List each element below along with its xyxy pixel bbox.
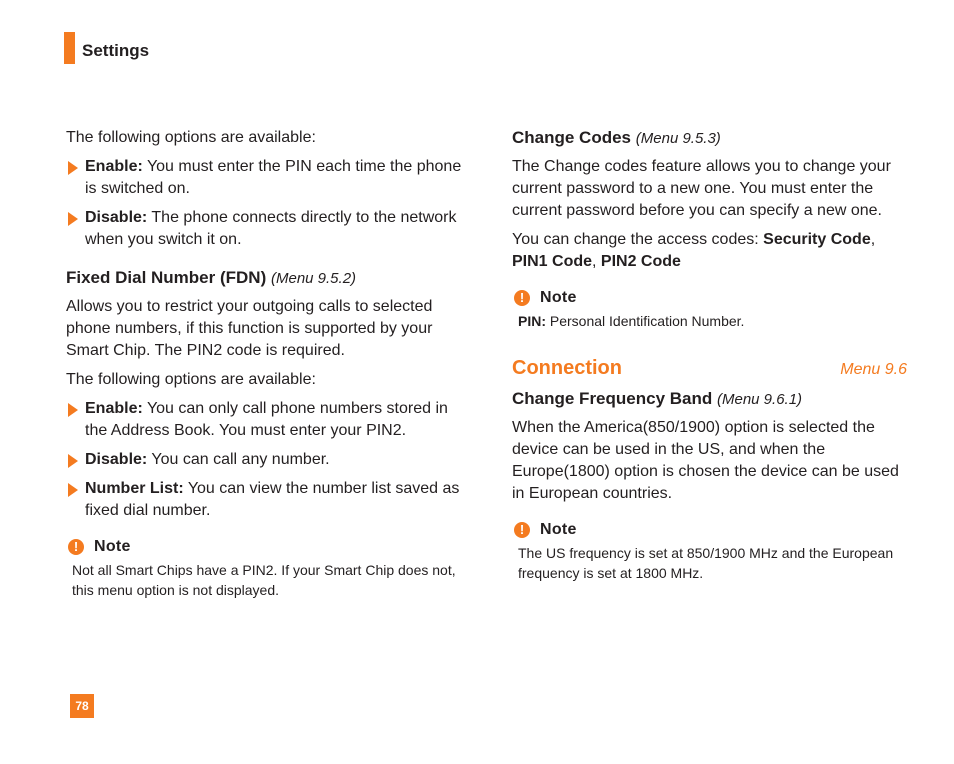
bullet-label: Disable: (85, 451, 148, 468)
header-accent-bar (64, 32, 75, 64)
section-title: Connection (512, 357, 622, 379)
page-header-title: Settings (82, 41, 150, 60)
note-label: Note (540, 521, 577, 538)
note-heading (512, 287, 910, 309)
note-heading (66, 536, 464, 558)
access-codes-text (512, 229, 910, 273)
freq-title: Change Frequency Band (512, 389, 713, 408)
note-text: Not all Smart Chips have a PIN2. If your Smart Chip does not, this menu option is not displayed. (72, 562, 456, 598)
connection-section-heading (512, 357, 907, 380)
exclamation-icon: ! (514, 522, 530, 538)
bullet-arrow-icon (68, 212, 78, 226)
change-codes-title: Change Codes (512, 128, 632, 147)
access-codes-prefix: You can change the access codes: (512, 231, 764, 248)
bullet-fdn-enable (66, 398, 464, 442)
bullet-label: Enable: (85, 158, 143, 175)
bullet-text: You can only call phone numbers stored in the Address Book. You must enter your PIN2. (85, 400, 448, 439)
code-separator: , (870, 231, 876, 248)
freq-menu-ref: (Menu 9.6.1) (717, 391, 803, 408)
exclamation-icon: ! (68, 539, 84, 555)
bullet-text: The phone connects directly to the network when you switch it on. (85, 209, 457, 248)
change-codes-description: The Change codes feature allows you to change your current password to a new one. You must enter the current password before you can specify a new one. (512, 158, 891, 219)
note-definition: Personal Identification Number. (546, 313, 745, 329)
fdn-title: Fixed Dial Number (FDN) (66, 268, 267, 287)
bullet-fdn-disable (66, 449, 464, 471)
bullet-arrow-icon (68, 403, 78, 417)
code-security: Security Code (763, 231, 871, 248)
bullet-arrow-icon (68, 483, 78, 497)
note-term: PIN: (518, 313, 546, 329)
freq-description: When the America(850/1900) option is selected the device can be used in the US, and when the Europe(1800) option is chosen the device can be used in European countries. (512, 419, 899, 502)
note-text (512, 311, 910, 331)
bullet-label: Disable: (85, 209, 148, 226)
note-heading (512, 519, 910, 541)
fdn-intro: The following options are available: (66, 371, 316, 388)
bullet-fdn-number-list (66, 478, 464, 522)
page-number: 78 (70, 694, 94, 718)
bullet-label: Number List: (85, 480, 184, 497)
bullet-text: You can call any number. (147, 451, 330, 468)
fdn-description: Allows you to restrict your outgoing calls to selected phone numbers, if this function is supported by your Smart Chip. The PIN2 code is required. (66, 298, 433, 359)
change-codes-heading (512, 127, 910, 150)
note-label: Note (94, 538, 131, 555)
bullet-text: You must enter the PIN each time the phone is switched on. (85, 158, 462, 197)
fdn-heading (66, 267, 464, 290)
exclamation-icon: ! (514, 290, 530, 306)
bullet-arrow-icon (68, 454, 78, 468)
freq-heading (512, 388, 910, 411)
intro-text: The following options are available: (66, 129, 316, 146)
change-codes-menu-ref: (Menu 9.5.3) (635, 130, 721, 147)
bullet-text: You can view the number list saved as fixed dial number. (85, 480, 460, 519)
fdn-menu-ref: (Menu 9.5.2) (270, 270, 357, 287)
left-column (66, 127, 464, 600)
bullet-arrow-icon (68, 161, 78, 175)
bullet-pin-enable (66, 156, 464, 200)
right-column (512, 127, 910, 583)
note-label: Note (540, 289, 577, 306)
bullet-label: Enable: (85, 400, 143, 417)
note-text: The US frequency is set at 850/1900 MHz and the European frequency is set at 1800 MHz. (518, 545, 894, 581)
code-separator: , (592, 253, 601, 270)
code-pin2: PIN2 Code (600, 253, 681, 270)
bullet-pin-disable (66, 207, 464, 251)
section-menu-ref: Menu 9.6 (840, 361, 907, 378)
code-pin1: PIN1 Code (512, 253, 593, 270)
